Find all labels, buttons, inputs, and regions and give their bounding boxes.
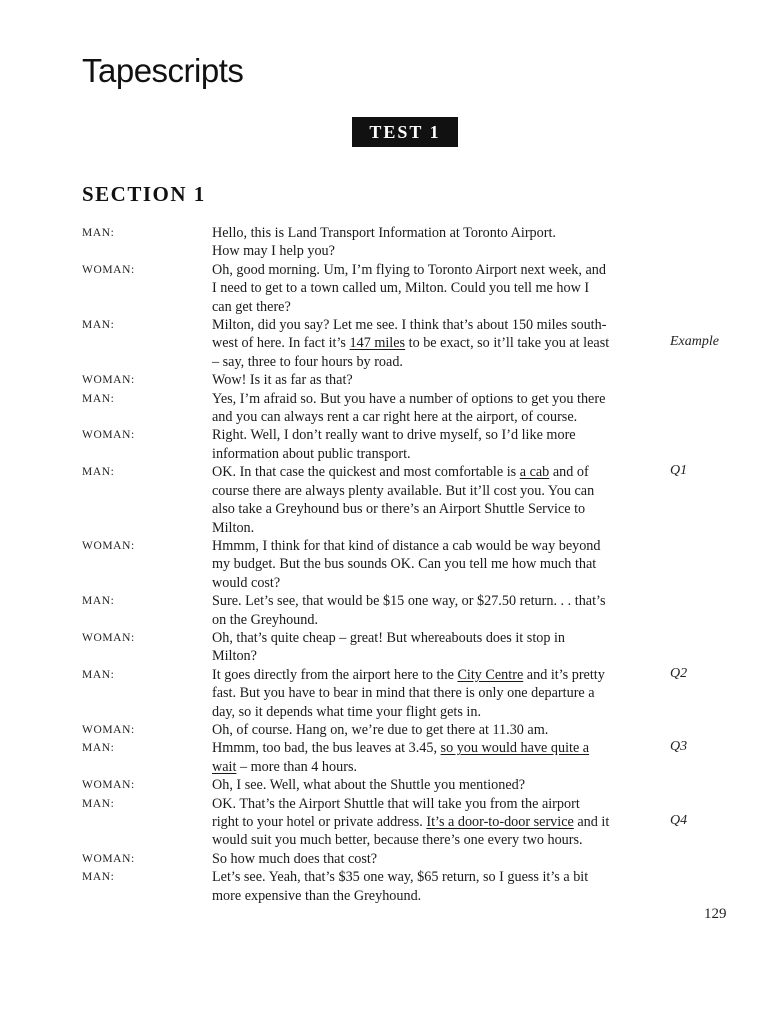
speech-text: [212, 390, 658, 427]
speech-text: [212, 629, 658, 666]
speech-text: [212, 795, 658, 850]
turn: [0, 371, 768, 389]
turn: [0, 224, 768, 261]
speech-line: – say, three to four hours by road.: [212, 353, 403, 370]
speech-line: and you can always rent a car right here at the airport, of course.: [212, 409, 578, 426]
page-number: 129: [704, 906, 727, 922]
answer-underline: It’s a door-to-door service: [426, 814, 574, 830]
speaker-label: MAN:: [82, 742, 115, 755]
speech-line: So how much does that cost?: [212, 850, 378, 867]
turn: [0, 592, 768, 629]
speech-fragment: Hmmm, too bad, the bus leaves at 3.45,: [212, 740, 441, 757]
speech-text: [212, 463, 658, 537]
speaker-label: MAN:: [82, 595, 115, 608]
turn: [0, 868, 768, 905]
turn: [0, 795, 768, 850]
speaker-label: MAN:: [82, 319, 115, 332]
speech-line: Milton, did you say? Let me see. I think that’s about 150 miles south-: [212, 317, 607, 334]
speech-text: [212, 850, 658, 868]
speech-line: fast. But you have to bear in mind that there is only one departure a: [212, 685, 595, 702]
section-heading: SECTION 1: [82, 182, 206, 206]
speech-text: [212, 666, 658, 721]
answer-underline: City Centre: [457, 666, 524, 683]
turn: [0, 316, 768, 371]
speech-fragment: – more than 4 hours.: [236, 758, 358, 775]
page-title: Tapescripts: [82, 52, 244, 89]
speech-line: would suit you much better, because there’s one every two hours.: [212, 832, 583, 849]
speech-fragment: and of: [549, 464, 589, 481]
turn: [0, 739, 768, 776]
speaker-label: WOMAN:: [82, 631, 135, 644]
answer-marker: Q3: [670, 739, 688, 755]
speaker-label: MAN:: [82, 871, 115, 884]
speech-line: Oh, good morning. Um, I’m flying to Toronto Airport next week, and: [212, 261, 606, 278]
speech-line: [212, 666, 658, 684]
speech-line: Right. Well, I don’t really want to drive myself, so I’d like more: [212, 427, 576, 444]
answer-marker: Q2: [670, 665, 688, 681]
speech-line: Milton?: [212, 648, 257, 665]
test-badge: TEST 1: [352, 117, 458, 147]
speech-line: OK. That’s the Airport Shuttle that will take you from the airport: [212, 795, 580, 812]
speech-line: Hmmm, I think for that kind of distance a cab would be way beyond: [212, 537, 601, 554]
speech-fragment: and it: [573, 814, 610, 830]
speaker-label: MAN:: [82, 797, 115, 810]
answer-marker: Example: [670, 334, 719, 350]
speech-line: How may I help you?: [212, 243, 335, 260]
speech-text: [212, 776, 658, 794]
turn: [0, 666, 768, 721]
speech-text: [212, 739, 658, 776]
answer-marker: Q4: [670, 812, 688, 828]
speech-line: [212, 739, 658, 757]
speech-line: Yes, I’m afraid so. But you have a number of options to get you there: [212, 390, 606, 407]
turn: [0, 537, 768, 592]
speaker-label: WOMAN:: [82, 374, 135, 387]
turn: [0, 721, 768, 739]
speech-line: Milton.: [212, 519, 255, 536]
speech-text: [212, 316, 658, 371]
speech-fragment: It goes directly from the airport here to the: [212, 666, 458, 683]
speaker-label: MAN:: [82, 668, 115, 681]
speech-text: [212, 224, 658, 261]
speech-line: on the Greyhound.: [212, 611, 318, 628]
speech-line: Oh, that’s quite cheap – great! But whereabouts does it stop in: [212, 629, 566, 646]
speech-line: [212, 334, 658, 352]
speech-line: Hello, this is Land Transport Information at Toronto Airport.: [212, 225, 556, 241]
speech-text: [212, 261, 658, 316]
speech-line: [212, 758, 658, 776]
speech-line: more expensive than the Greyhound.: [212, 887, 422, 904]
answer-underline: so you would have quite a: [440, 740, 590, 757]
speech-line: [212, 813, 658, 831]
speech-fragment: OK. In that case the quickest and most comfortable is: [212, 464, 520, 481]
speaker-label: MAN:: [82, 392, 115, 405]
speech-line: course there are always plenty available. But it’ll cost you. You can: [212, 482, 595, 499]
turn: [0, 463, 768, 537]
speech-line: also take a Greyhound bus or there’s an Airport Shuttle Service to: [212, 501, 586, 518]
transcript: [0, 224, 768, 905]
speech-fragment: to be exact, so it’ll take you at least: [405, 335, 610, 352]
turn: [0, 629, 768, 666]
speech-line: [212, 463, 658, 481]
speech-line: day, so it depends what time your flight gets in.: [212, 703, 481, 720]
speaker-label: WOMAN:: [82, 852, 135, 865]
speech-text: [212, 426, 658, 463]
answer-underline: a cab: [519, 464, 550, 481]
speech-line: can get there?: [212, 298, 291, 315]
speaker-label: WOMAN:: [82, 779, 135, 792]
speech-text: [212, 721, 658, 739]
speech-text: [212, 592, 658, 629]
answer-underline: wait: [212, 758, 237, 775]
speech-line: Oh, I see. Well, what about the Shuttle you mentioned?: [212, 777, 526, 794]
answer-marker: Q1: [670, 463, 688, 479]
turn: [0, 426, 768, 463]
speech-line: Oh, of course. Hang on, we’re due to get there at 11.30 am.: [212, 721, 549, 738]
speech-fragment: right to your hotel or private address.: [212, 814, 427, 830]
speaker-label: WOMAN:: [82, 539, 135, 552]
speech-text: [212, 371, 658, 389]
speaker-label: MAN:: [82, 227, 115, 239]
speech-line: Let’s see. Yeah, that’s $35 one way, $65 return, so I guess it’s a bit: [212, 869, 589, 886]
speech-line: Wow! Is it as far as that?: [212, 372, 353, 389]
turn: [0, 390, 768, 427]
speech-line: Sure. Let’s see, that would be $15 one way, or $27.50 return. . . that’s: [212, 593, 606, 610]
turn: [0, 261, 768, 316]
speech-line: information about public transport.: [212, 445, 411, 462]
answer-underline: 147 miles: [349, 335, 406, 352]
speech-line: my budget. But the bus sounds OK. Can you tell me how much that: [212, 556, 597, 573]
speaker-label: WOMAN:: [82, 263, 135, 276]
speech-fragment: west of here. In fact it’s: [212, 335, 350, 352]
speech-line: would cost?: [212, 574, 281, 591]
speech-fragment: and it’s pretty: [523, 666, 605, 683]
speaker-label: MAN:: [82, 466, 115, 479]
speaker-label: WOMAN:: [82, 429, 135, 442]
speaker-label: WOMAN:: [82, 723, 135, 736]
speech-text: [212, 537, 658, 592]
speech-text: [212, 868, 658, 905]
turn: [0, 850, 768, 868]
speech-line: I need to get to a town called um, Milton. Could you tell me how I: [212, 280, 590, 297]
turn: [0, 776, 768, 794]
